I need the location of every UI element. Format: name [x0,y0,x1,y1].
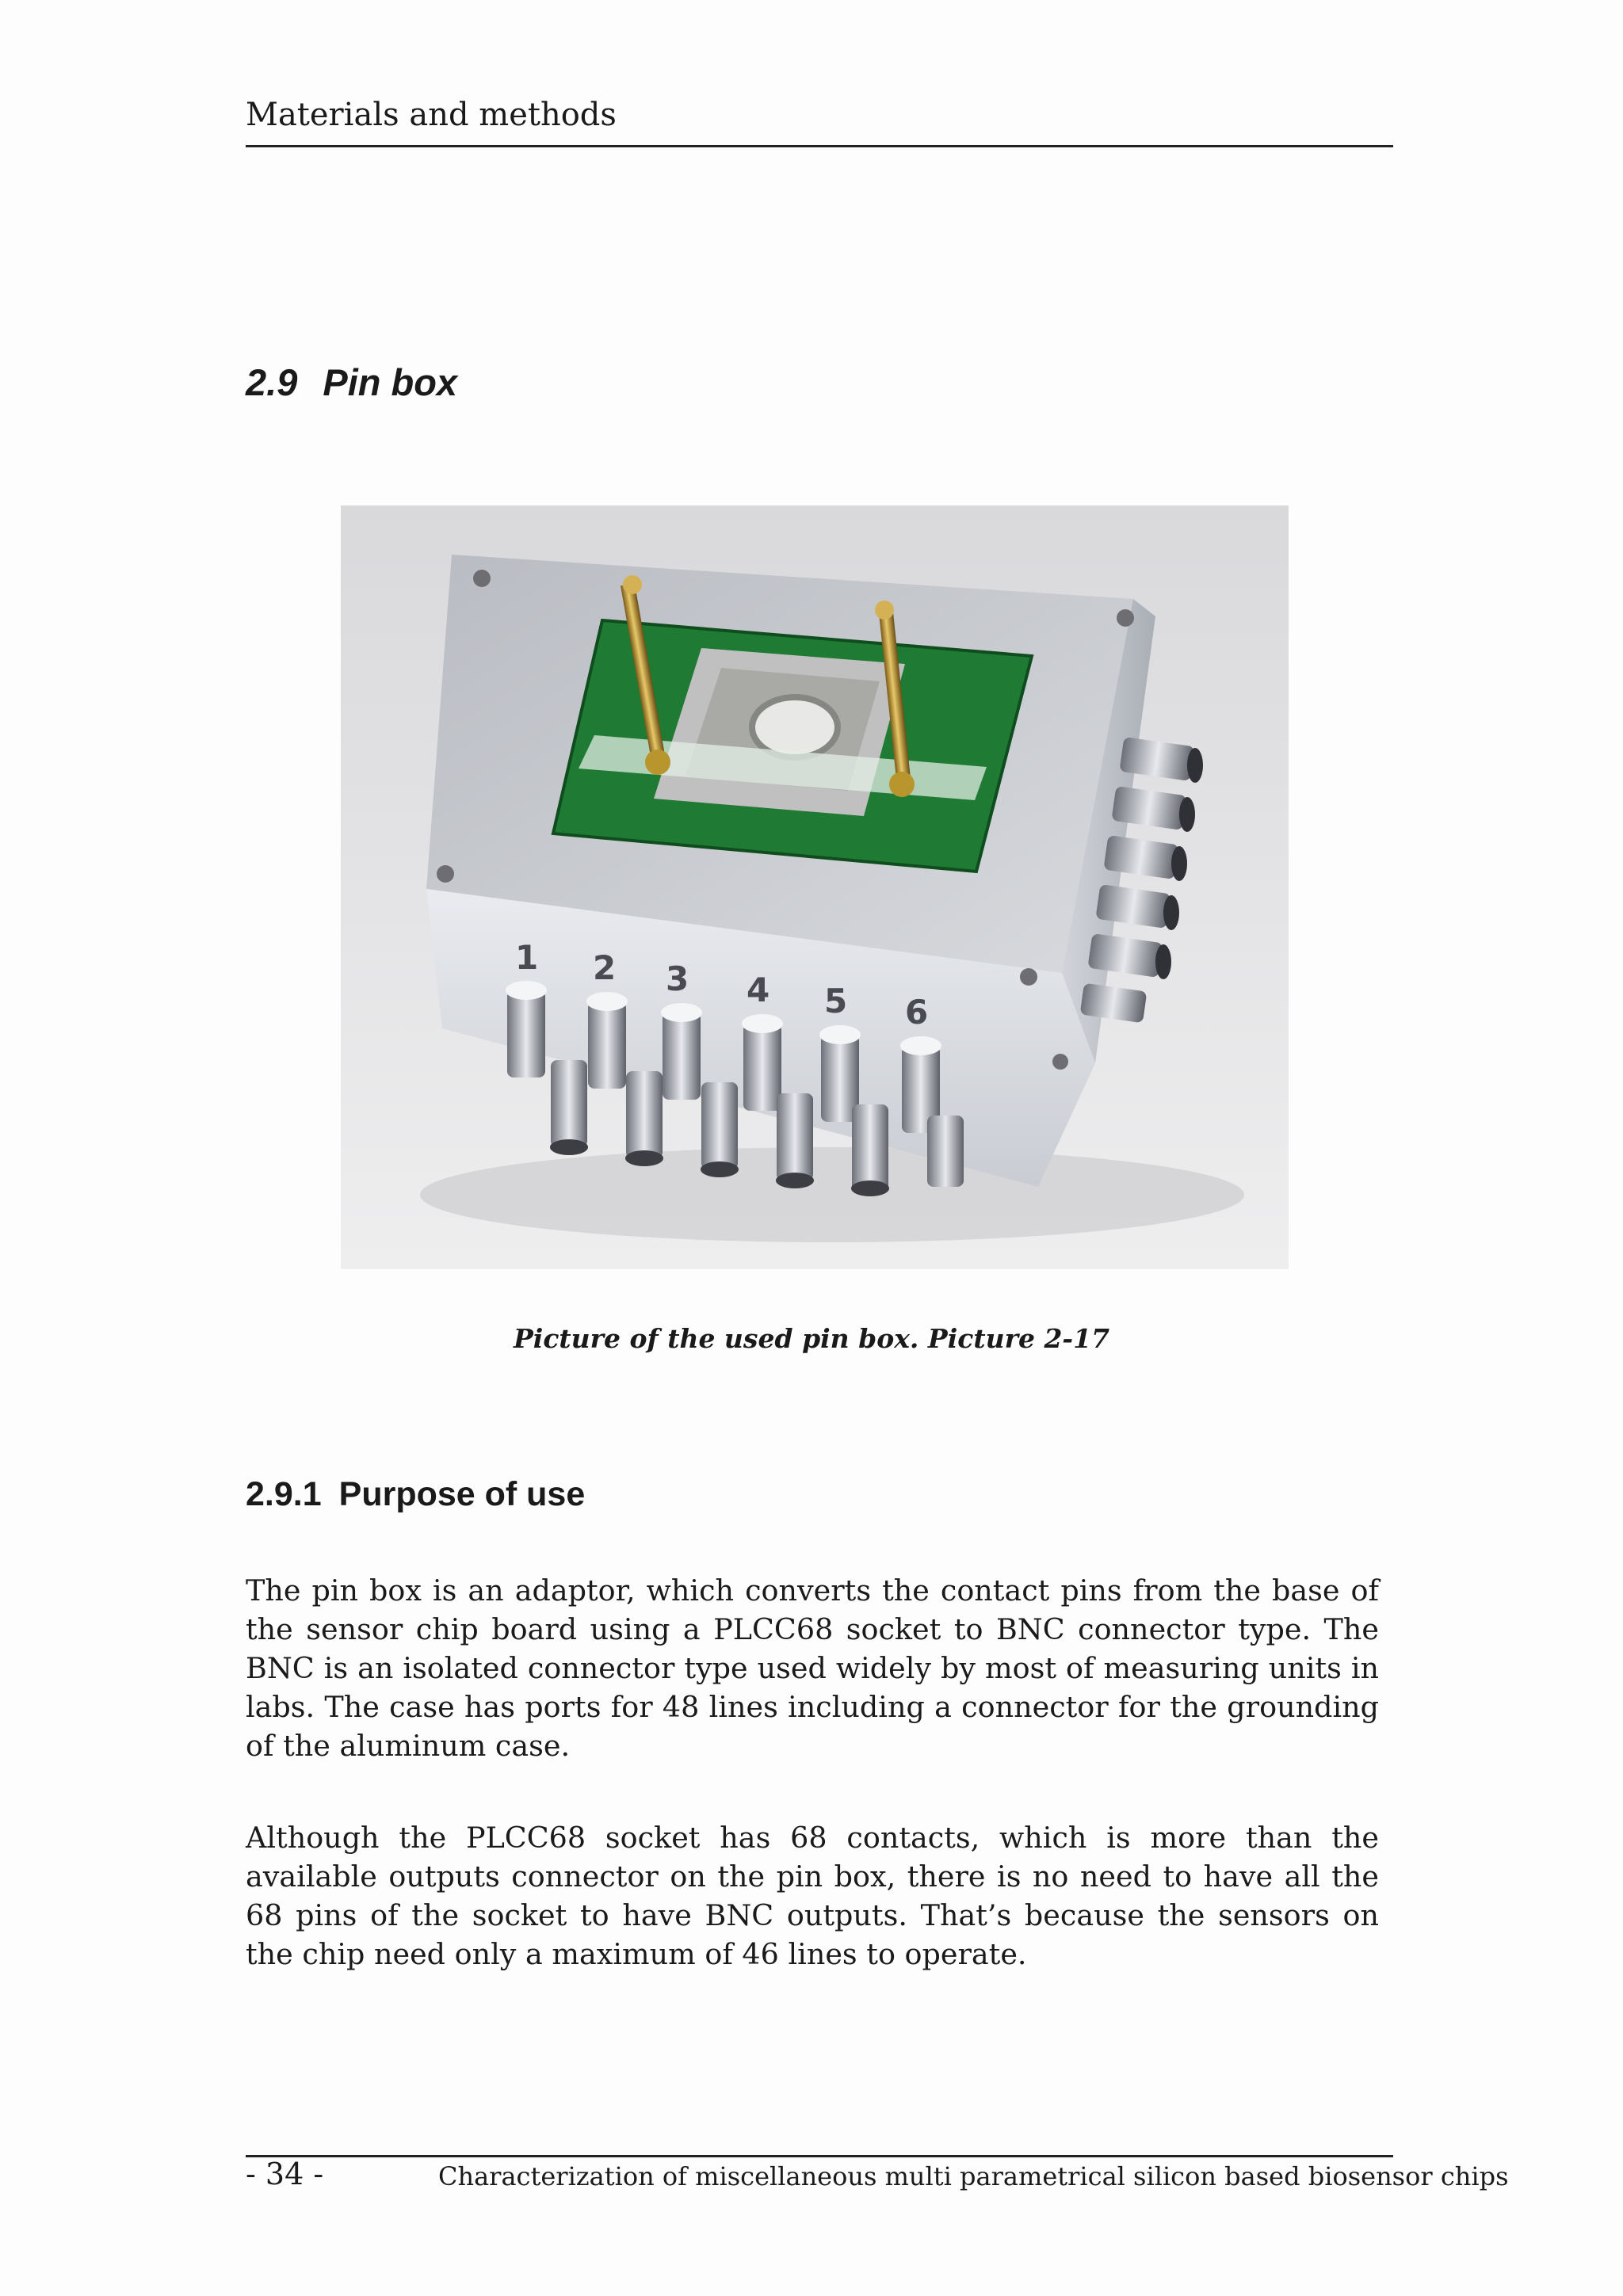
subsection-number: 2.9.1 [246,1475,322,1513]
body-paragraph-1: The pin box is an adaptor, which converts the contact pins from the base of the sensor chip board using a PLCC68 socket to BNC connector type. The BNC is an isolated connector type used widely by most of measuring units in labs. The case has ports for 48 lines including a connector for the grounding of the aluminum case. [246,1573,1379,1763]
port-label: 6 [905,993,929,1032]
subsection-heading [246,1475,585,1514]
figure-caption: Picture of the used pin box. Picture 2-17 [513,1323,1110,1354]
section-number: 2.9 [246,361,298,403]
pin-box-illustration [341,505,1289,1269]
port-label: 2 [593,948,617,987]
pin-box-photo [341,505,1289,1269]
subsection-title: Purpose of use [338,1475,586,1513]
section-heading [246,360,457,404]
port-label: 5 [824,982,848,1020]
footer-document-title: Characterization of miscellaneous multi parametrical silicon based biosensor chips [438,2161,1509,2191]
port-label: 1 [515,938,539,977]
body-paragraph-2: Although the PLCC68 socket has 68 contacts, which is more than the available outputs connector on the pin box, there is no need to have all the 68 pins of the socket to have BNC outputs. That’s because the sensors on the chip need only a maximum of 46 lines to operate. [246,1821,1379,1971]
section-title: Pin box [323,361,458,403]
port-label: 4 [747,971,770,1009]
footer-divider [246,2155,1393,2157]
running-header: Materials and methods [246,97,617,133]
port-label: 3 [666,959,689,998]
header-divider [246,145,1393,147]
page-number: - 34 - [246,2157,324,2191]
